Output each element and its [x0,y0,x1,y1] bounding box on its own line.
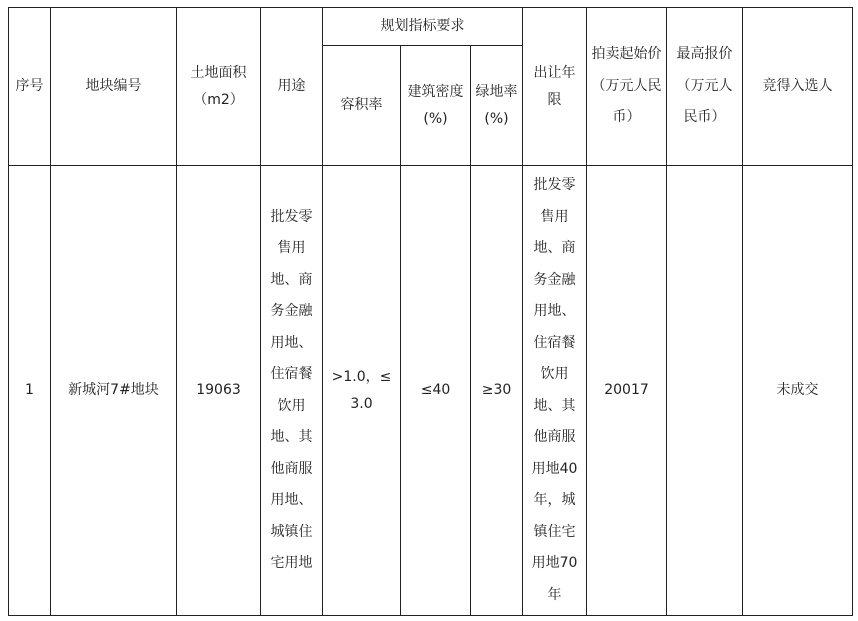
header-lease-term [523,8,587,166]
cell-far [323,166,401,616]
header-highest-bid-text: 最高报价（万元人民币） [676,46,733,126]
cell-start-price [587,166,667,616]
cell-winner [743,166,853,616]
cell-area [177,166,261,616]
header-green-rate [471,46,523,166]
cell-winner-text: 未成交 [776,382,819,399]
header-start-price-text: 拍卖起始价（万元人民币） [591,46,662,126]
header-parcel-id-text: 地块编号 [85,78,142,95]
cell-lease-term-text: 批发零售用地、商务金融用地、住宿餐饮用地、其他商服用地40年，城镇住宅用地70年 [531,177,578,603]
cell-building-density-text: ≤40 [420,382,451,399]
cell-area-text: 19063 [196,382,241,399]
header-area [177,8,261,166]
cell-index [9,166,51,616]
cell-start-price-text: 20017 [604,382,649,399]
cell-green-rate-text: ≥30 [481,382,512,399]
cell-usage-text: 批发零售用地、商务金融用地、住宿餐饮用地、其他商服用地、城镇住宅用地 [270,208,313,571]
header-winner [743,8,853,166]
header-usage-text: 用途 [277,78,306,95]
header-highest-bid [667,8,743,166]
land-auction-table-container [8,7,852,615]
header-planning-group-text: 规划指标要求 [380,18,465,35]
cell-green-rate [471,166,523,616]
header-planning-group [323,8,523,46]
cell-lease-term [523,166,587,616]
header-parcel-id [51,8,177,166]
header-index [9,8,51,166]
land-auction-table [8,7,853,616]
header-lease-term-text: 出让年限 [533,64,576,108]
header-far-text: 容积率 [340,97,383,114]
header-building-density [401,46,471,166]
cell-index-text: 1 [25,382,34,399]
header-winner-text: 竞得入选人 [762,78,833,95]
header-index-text: 序号 [15,78,44,95]
header-far [323,46,401,166]
header-area-text: 土地面积（m2） [190,64,247,108]
cell-parcel-id [51,166,177,616]
cell-far-text: >1.0，≤3.0 [331,368,392,412]
header-start-price [587,8,667,166]
header-usage [261,8,323,166]
header-building-density-text: 建筑密度(%) [407,83,464,127]
cell-usage [261,166,323,616]
header-green-rate-text: 绿地率(%) [475,83,518,127]
cell-highest-bid [667,166,743,616]
table-row [9,166,853,616]
cell-building-density [401,166,471,616]
cell-parcel-id-text: 新城河7#地块 [68,382,159,399]
